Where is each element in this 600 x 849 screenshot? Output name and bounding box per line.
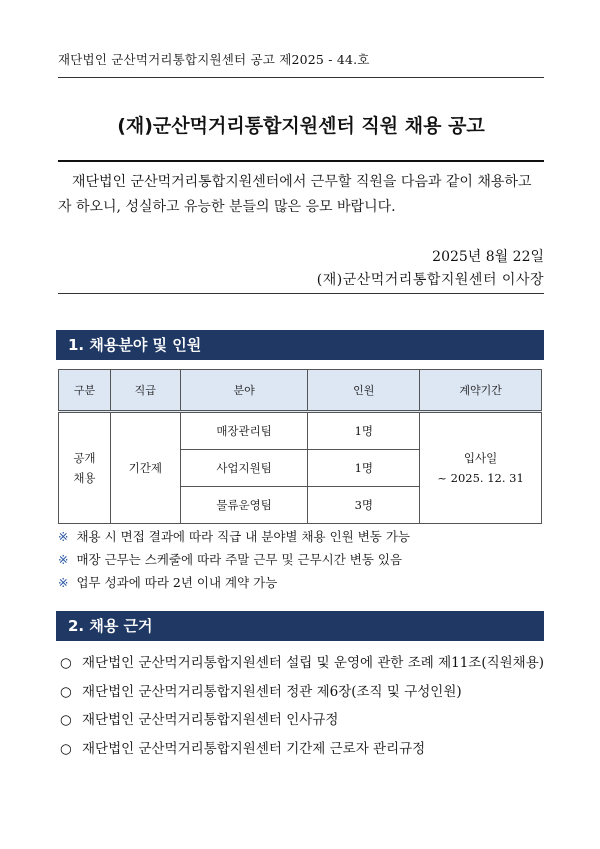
list-item: ○ 재단법인 군산먹거리통합지원센터 인사규정 <box>60 706 544 735</box>
note-mark: ※ <box>58 552 69 567</box>
intro-paragraph: 재단법인 군산먹거리통합지원센터에서 근무할 직원을 다음과 같이 채용하고자 하오니, 성실하고 유능한 분들의 많은 응모 바랍니다. <box>58 174 532 215</box>
section-2-heading: 2. 채용 근거 <box>56 611 544 641</box>
list-item: ○ 재단법인 군산먹거리통합지원센터 기간제 근로자 관리규정 <box>60 735 544 764</box>
count-cell: 1명 <box>308 450 420 487</box>
table-row <box>59 412 542 450</box>
header-grade: 직급 <box>110 370 180 412</box>
list-item: ○ 재단법인 군산먹거리통합지원센터 정관 제6장(조직 및 구성인원) <box>60 678 544 707</box>
header-divider <box>58 77 544 78</box>
list-item: ○ 재단법인 군산먹거리통합지원센터 설립 및 운영에 관한 조례 제11조(직원채용) <box>60 649 544 678</box>
title-divider <box>58 160 544 162</box>
recruitment-table <box>58 369 542 524</box>
bullet-circle-icon: ○ <box>60 740 72 757</box>
bullet-circle-icon: ○ <box>60 712 72 728</box>
announcement-date: 2025년 8월 22일 <box>432 249 544 265</box>
count-cell: 3명 <box>308 487 420 524</box>
field-cell: 사업지원팀 <box>180 450 308 487</box>
header-period: 계약기간 <box>420 370 542 412</box>
period-cell <box>420 412 542 524</box>
field-cell: 매장관리팀 <box>180 412 308 450</box>
note-item: ※ 매장 근무는 스케줄에 따라 주말 근무 및 근무시간 변동 있음 <box>58 552 403 567</box>
table-header-row <box>59 370 542 412</box>
note-item: ※ 업무 성과에 따라 2년 이내 계약 가능 <box>58 575 278 590</box>
bullet-circle-icon: ○ <box>60 683 72 700</box>
bullet-circle-icon: ○ <box>60 655 72 671</box>
signature-divider <box>58 293 544 294</box>
period-start: 입사일 <box>463 451 498 465</box>
note-item: ※ 채용 시 면접 결과에 따라 직급 내 분야별 채용 인원 변동 가능 <box>58 529 410 544</box>
page-title: (재)군산먹거리통합지원센터 직원 채용 공고 <box>117 115 485 137</box>
count-cell: 1명 <box>308 412 420 450</box>
announcement-number: 재단법인 군산먹거리통합지원센터 공고 제2025 - 44.호 <box>58 52 370 67</box>
notes-list <box>58 525 410 594</box>
note-mark: ※ <box>58 575 69 590</box>
header-category: 구분 <box>59 370 111 412</box>
category-cell: 공개 채용 <box>59 412 111 524</box>
header-field: 분야 <box>180 370 308 412</box>
basis-list <box>60 649 544 763</box>
period-end: ~ 2025. 12. 31 <box>437 471 524 485</box>
field-cell: 물류운영팀 <box>180 487 308 524</box>
signer: (재)군산먹거리통합지원센터 이사장 <box>316 272 544 288</box>
header-count: 인원 <box>308 370 420 412</box>
note-mark: ※ <box>58 529 69 544</box>
grade-cell: 기간제 <box>110 412 180 524</box>
section-1-heading: 1. 채용분야 및 인원 <box>56 330 544 360</box>
